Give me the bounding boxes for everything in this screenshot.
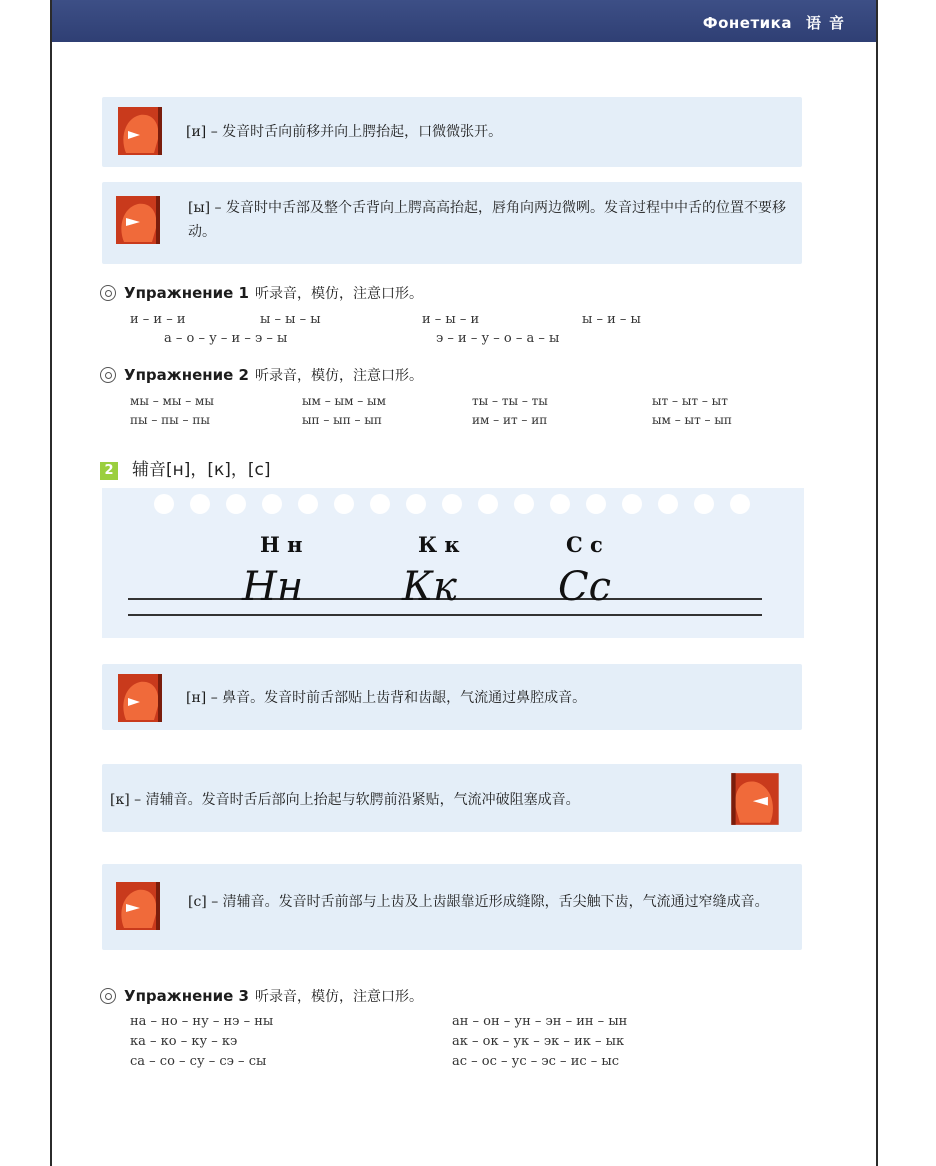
section-heading — [100, 455, 271, 480]
handwriting-line-bottom — [128, 614, 762, 616]
drill-item: ас – ос – ус – эс – ис – ыс — [452, 1054, 620, 1069]
drill-item: ы – и – ы — [582, 312, 641, 327]
exercise-instruction: 听录音，模仿，注意口形。 — [254, 286, 423, 302]
audio-disc-icon[interactable] — [100, 285, 116, 301]
exercise-1-heading — [100, 283, 423, 303]
cursive-letter: Нн — [242, 564, 304, 610]
printed-letter: Н н — [260, 532, 303, 557]
letters-panel — [102, 488, 804, 638]
mouth-profile-icon — [114, 105, 166, 157]
header-title-cn: 语音 — [805, 14, 852, 32]
note-consonant-s — [102, 864, 802, 950]
drill-item: а – о – у – и – э – ы — [164, 331, 288, 346]
drill-item: ак – ок – ук – эк – ик – ык — [452, 1034, 625, 1049]
note-text: [н] – 鼻音。发音时前舌部贴上齿背和齿龈，气流通过鼻腔成音。 — [186, 690, 587, 706]
mouth-profile-icon — [114, 672, 166, 724]
drill-item: э – и – у – о – а – ы — [436, 331, 560, 346]
drill-item: мы – мы – мы — [130, 394, 214, 408]
drill-item: и – ы – и — [422, 312, 480, 327]
exercise-instruction: 听录音，模仿，注意口形。 — [254, 368, 423, 384]
page-header — [52, 0, 876, 42]
drill-item: пы – пы – пы — [130, 413, 210, 427]
section-title: 辅音[н]，[к]，[с] — [132, 460, 271, 480]
printed-letter: С с — [566, 532, 603, 557]
header-title — [703, 12, 852, 33]
note-text: [и] – 发音时舌向前移并向上腭抬起，口微微张开。 — [186, 124, 503, 140]
mouth-profile-icon — [726, 771, 784, 827]
exercise-label: Упражнение 2 — [124, 366, 249, 384]
exercise-instruction: 听录音，模仿，注意口形。 — [254, 989, 423, 1005]
audio-disc-icon[interactable] — [100, 367, 116, 383]
mouth-profile-icon — [112, 880, 164, 932]
drill-item: ып – ып – ып — [302, 413, 382, 427]
note-text: [ы] – 发音时中舌部及整个舌背向上腭高高抬起，唇角向两边微咧。发音过程中中舌的位置不要移动。 — [188, 200, 786, 240]
drill-item: ыт – ыт – ыт — [652, 394, 728, 408]
drill-item: ы – ы – ы — [260, 312, 321, 327]
drill-item: ым – ым – ым — [302, 394, 386, 408]
exercise-label: Упражнение 1 — [124, 284, 249, 302]
drill-item: ан – он – ун – эн – ин – ын — [452, 1014, 628, 1029]
note-text: [с] – 清辅音。发音时舌前部与上齿及上齿龈靠近形成缝隙，舌尖触下齿，气流通过窄缝成音。 — [188, 894, 769, 910]
mouth-profile-icon — [112, 194, 164, 246]
notebook-holes — [102, 488, 804, 514]
exercise-3-heading — [100, 986, 423, 1006]
drill-item: им – ит – ип — [472, 413, 548, 427]
audio-disc-icon[interactable] — [100, 988, 116, 1004]
drill-item: ка – ко – ку – кэ — [130, 1034, 238, 1049]
note-text: [к] – 清辅音。发音时舌后部向上抬起与软腭前沿紧贴，气流冲破阻塞成音。 — [110, 792, 580, 808]
note-vowel-i — [102, 97, 802, 167]
drill-item: ты – ты – ты — [472, 394, 548, 408]
textbook-page — [50, 0, 878, 1166]
cursive-letter: Кк — [402, 564, 457, 610]
drill-item: и – и – и — [130, 312, 186, 327]
exercise-2-heading — [100, 365, 423, 385]
cursive-letter: Сс — [558, 564, 612, 610]
note-consonant-k — [102, 764, 802, 832]
header-title-ru: Фонетика — [702, 14, 792, 32]
drill-item: на – но – ну – нэ – ны — [130, 1014, 274, 1029]
drill-item: ым – ыт – ып — [652, 413, 732, 427]
note-vowel-y — [102, 182, 802, 264]
drill-item: са – со – су – сэ – сы — [130, 1054, 267, 1069]
printed-letter: К к — [418, 532, 460, 557]
section-number-badge: 2 — [100, 462, 118, 480]
note-consonant-n — [102, 664, 802, 730]
exercise-label: Упражнение 3 — [124, 987, 249, 1005]
